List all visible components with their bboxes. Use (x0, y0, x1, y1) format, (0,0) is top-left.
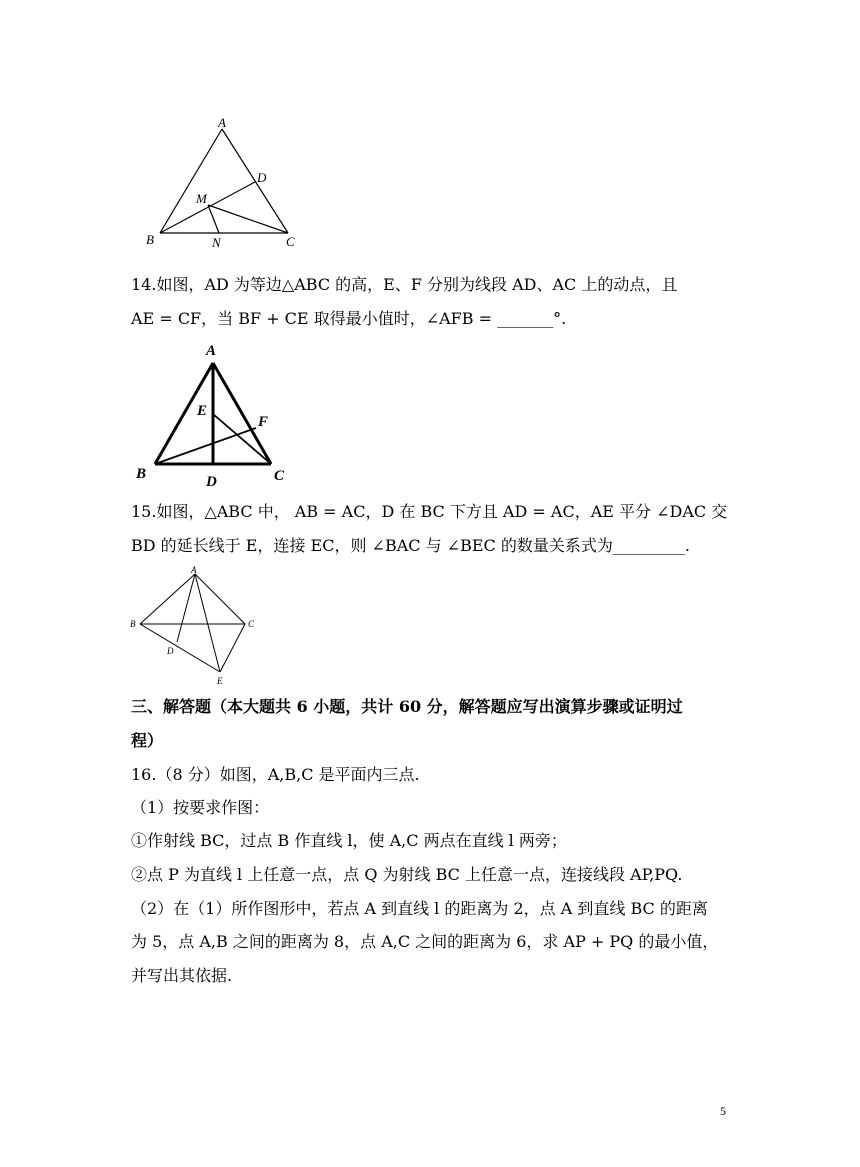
fig14-label-f: F (258, 414, 269, 430)
fig13-label-a: A (218, 115, 226, 130)
fig15-label-b: B (130, 619, 136, 629)
q16-part-1: （1）按要求作图： (131, 798, 270, 817)
fig13-label-d: D (257, 170, 267, 185)
fig14-label-d: D (206, 474, 217, 490)
fig15-label-e: E (217, 676, 223, 686)
figure-13-triangle (140, 115, 310, 255)
q14-line-1: 14.如图，AD 为等边△ABC 的高，E、F 分别为线段 AD、AC 上的动点，且 (131, 275, 678, 294)
q16-step-1: ①作射线 BC，过点 B 作直线 l，使 A,C 两点在直线 l 两旁； (131, 831, 567, 850)
fig14-label-e: E (197, 403, 208, 419)
fig14-label-a: A (206, 343, 217, 359)
q16-step-2: ②点 P 为直线 l 上任意一点，点 Q 为射线 BC 上任意一点，连接线段 AP,PQ. (131, 865, 683, 884)
fig13-label-b: B (146, 232, 154, 247)
figure-15-diagram (125, 562, 265, 690)
page-number: 5 (720, 1104, 726, 1118)
q15-line-2: BD 的延长线于 E，连接 EC，则 ∠BAC 与 ∠BEC 的数量关系式为_________. (131, 536, 690, 555)
fig14-label-b: B (136, 466, 147, 482)
section-3-heading-line-1: 三、解答题（本大题共 6 小题，共计 60 分，解答题应写出演算步骤或证明过 (131, 697, 683, 716)
q16-part-2-line-2: 为 5，点 A,B 之间的距离为 8，点 A,C 之间的距离为 6，求 AP + PQ 的最小值， (131, 932, 719, 951)
fig13-label-c: C (286, 234, 295, 249)
q14-line-2: AE = CF，当 BF + CE 取得最小值时，∠AFB = _______°. (131, 309, 567, 328)
section-3-heading-line-2: 程） (131, 731, 164, 750)
fig14-label-c: C (274, 468, 285, 484)
fig15-label-c: C (248, 619, 255, 629)
fig13-label-m: M (196, 191, 207, 206)
fig15-label-d: D (167, 646, 174, 656)
q16-part-2-line-1: （2）在（1）所作图形中，若点 A 到直线 l 的距离为 2，点 A 到直线 BC 的距离 (131, 899, 708, 918)
q16-intro: 16.（8 分）如图，A,B,C 是平面内三点. (131, 765, 420, 784)
q15-line-1: 15.如图，△ABC 中， AB = AC，D 在 BC 下方且 AD = AC，AE 平分 ∠DAC 交 (131, 502, 728, 521)
fig15-label-a: A (191, 565, 197, 575)
figure-14-triangle (130, 336, 300, 491)
q16-part-2-line-3: 并写出其依据. (131, 966, 233, 985)
fig13-label-n: N (212, 235, 221, 250)
